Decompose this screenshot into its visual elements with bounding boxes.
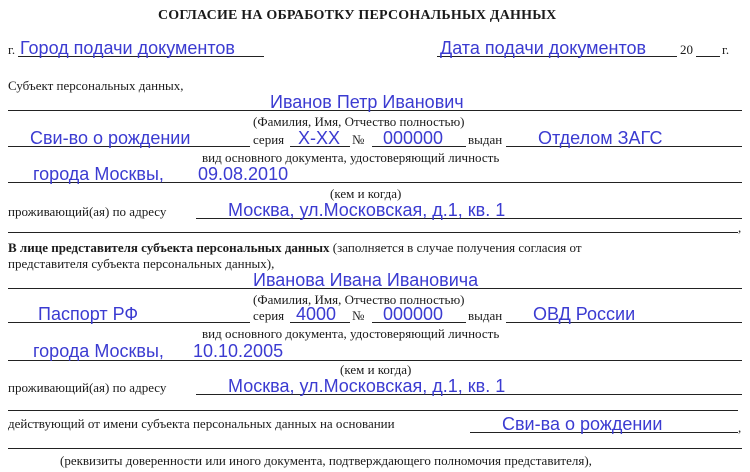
rep-issued-value: ОВД России: [533, 304, 636, 324]
subject-issued-label: выдан: [468, 132, 503, 147]
rep-doc-value: Паспорт РФ: [38, 304, 139, 324]
representative-heading-bold: В лице представителя субъекта персональных данных: [8, 240, 330, 255]
date-value: Дата подачи документов: [440, 38, 647, 58]
subject-series-label: серия: [253, 132, 285, 147]
rep-issued-date-value: 10.10.2005: [193, 341, 284, 361]
subject-series-value: X-XX: [298, 128, 341, 148]
subject-fio-value: Иванов Петр Иванович: [270, 92, 464, 112]
rep-doc-caption: вид основного документа, удостоверяющий личность: [202, 326, 500, 341]
rep-acting-comma: ,: [738, 420, 742, 435]
rep-address-value: Москва, ул.Московская, д.1, кв. 1: [228, 376, 506, 396]
city-prefix: г.: [8, 42, 16, 57]
rep-acting-value: Сви-ва о рождении: [502, 414, 663, 434]
rep-number-value: 000000: [383, 304, 444, 324]
rep-issued-where-value: города Москвы,: [33, 341, 164, 361]
rep-fio-value: Иванова Ивана Ивановича: [253, 270, 479, 290]
subject-doc-value: Сви-во о рождении: [30, 128, 191, 148]
representative-heading: [8, 240, 582, 255]
rep-when-caption: (кем и когда): [340, 362, 412, 377]
representative-heading-rest: (заполняется в случае получения согласия от: [332, 240, 582, 255]
rep-address-label: проживающий(ая) по адресу: [8, 380, 167, 395]
representative-heading-line2: представителя субъекта персональных данных),: [8, 256, 275, 271]
rep-issued-label: выдан: [468, 308, 503, 323]
year-suffix: г.: [722, 42, 730, 57]
rep-address-line-2: [8, 410, 738, 411]
subject-issued-where-value: города Москвы,: [33, 164, 164, 184]
subject-issued-date-value: 09.08.2010: [198, 164, 289, 184]
rep-number-label: №: [352, 308, 365, 323]
subject-when-caption: (кем и когда): [330, 186, 402, 201]
rep-series-label: серия: [253, 308, 285, 323]
subject-address-value: Москва, ул.Московская, д.1, кв. 1: [228, 200, 506, 220]
footer-caption: (реквизиты доверенности или иного документа, подтверждающего полномочия представителя),: [60, 453, 592, 468]
subject-address-comma: ,: [738, 220, 742, 235]
subject-number-value: 000000: [383, 128, 444, 148]
year-line: [696, 56, 720, 57]
subject-issued-value: Отделом ЗАГС: [538, 128, 663, 148]
subject-fio-caption: (Фамилия, Имя, Отчество полностью): [253, 114, 465, 129]
rep-acting-label: действующий от имени субъекта персональных данных на основании: [8, 416, 395, 431]
city-value: Город подачи документов: [20, 38, 235, 58]
rep-acting-line-2: [8, 448, 742, 449]
rep-series-value: 4000: [296, 304, 337, 324]
subject-address-line-2: [8, 232, 738, 233]
rep-fio-caption: (Фамилия, Имя, Отчество полностью): [253, 292, 465, 307]
subject-doc-caption: вид основного документа, удостоверяющий личность: [202, 150, 500, 165]
subject-label: Субъект персональных данных,: [8, 78, 184, 93]
year-prefix: 20: [680, 42, 693, 57]
subject-number-label: №: [352, 132, 365, 147]
subject-address-label: проживающий(ая) по адресу: [8, 204, 167, 219]
document-title: СОГЛАСИЕ НА ОБРАБОТКУ ПЕРСОНАЛЬНЫХ ДАННЫХ: [158, 8, 557, 23]
